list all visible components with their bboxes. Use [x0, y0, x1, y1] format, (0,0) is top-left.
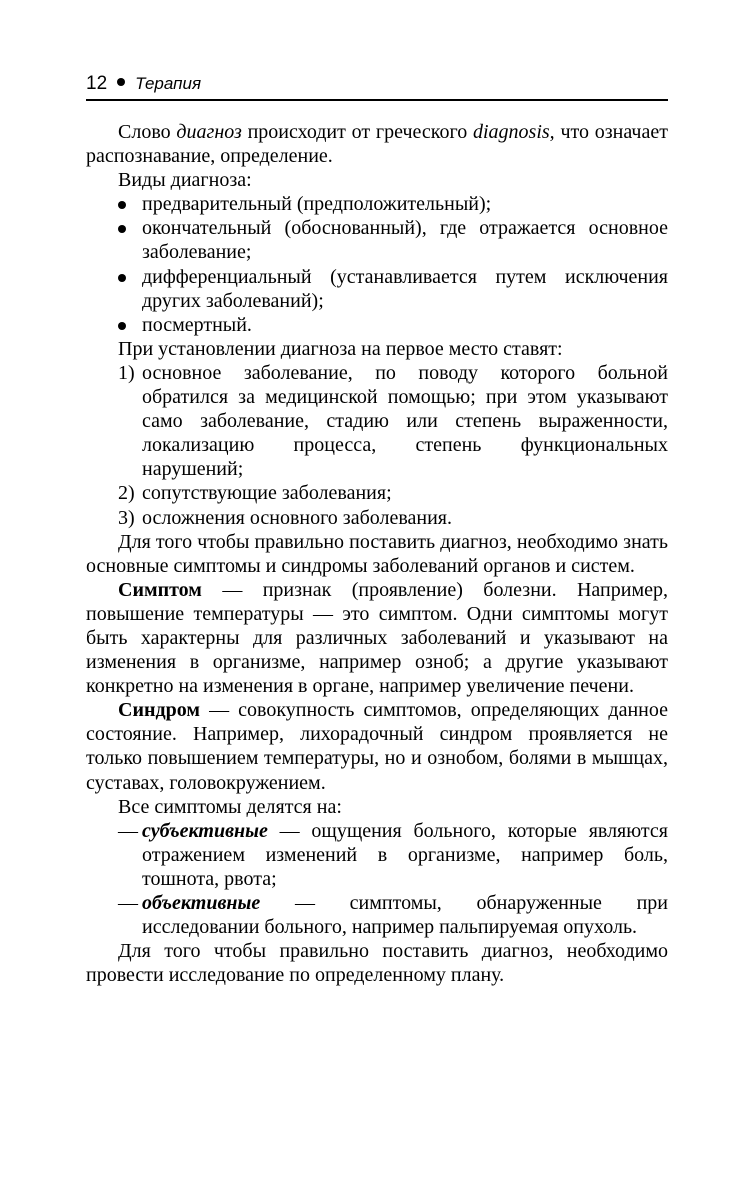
list-number: 1): [118, 361, 135, 384]
term-objective: объективные: [142, 892, 261, 914]
priority-list: [86, 361, 668, 530]
list-item-text: дифференциальный (устанавливается путем исключения других заболеваний);: [142, 265, 668, 312]
list-item-text: — симптомы, обнаруженные при исследовании больного, например пальпируемая опухоль.: [142, 892, 668, 939]
term-diagnoz: диагноз: [176, 121, 242, 143]
dash-marker: —: [118, 892, 138, 914]
list-number: 2): [118, 482, 135, 505]
list-item: [86, 481, 668, 505]
kinds-intro: Виды диагноза:: [118, 169, 252, 192]
bullet-icon: [118, 322, 126, 330]
division-intro: Все симптомы делятся на:: [118, 795, 342, 818]
list-item: [86, 216, 668, 264]
bullet-icon: [118, 274, 126, 282]
term-subjective: субъективные: [142, 819, 268, 842]
list-item: [86, 361, 668, 481]
text-run: что означает распознавание, определение.: [86, 121, 668, 168]
term-syndrome: Синдром: [118, 699, 200, 722]
paragraph-final: Для того чтобы правильно поставить диагноз, необходимо провести исследование по определенному плану.: [86, 940, 668, 987]
list-item: [86, 506, 668, 530]
term-diagnosis: diagnosis,: [472, 121, 555, 143]
list-item-text: сопутствующие заболевания;: [142, 482, 392, 505]
text-run: — признак (проявление) болезни. Например, повышение температуры — это симптом. Одни симптомы могут быть характерны для различных заболеваний и указывают на изменения в организме, например озноб; а другие указывают конкретно на изменения в органе, например увеличение печени.: [86, 578, 668, 698]
list-item-text: окончательный (обоснованный), где отражается основное заболевание;: [142, 217, 668, 264]
section-title: Терапия: [135, 74, 202, 93]
text-run: — совокупность симптомов, определяющих данное состояние. Например, лихорадочный синдром проявляется не только повышением температуры, но и ознобом, болями в мышцах, суставах, головокружением.: [86, 699, 668, 794]
list-item: [86, 891, 668, 939]
paragraph-symptom: [86, 578, 668, 698]
bullet-dot-icon: [117, 78, 125, 86]
page-number: 12: [86, 73, 108, 94]
list-item: [86, 313, 668, 337]
division-list: [86, 819, 668, 939]
list-item: [86, 265, 668, 313]
list-item-text: основное заболевание, по поводу которого больной обратился за медицинской помощью; при этом указывают само заболевание, стадию или степень выраженности, локализацию процесса, степень функциональных нарушений;: [142, 361, 668, 481]
kinds-list: [86, 192, 668, 337]
term-symptom: Симптом: [118, 578, 202, 601]
paragraph-know-symptoms: Для того чтобы правильно поставить диагноз, необходимо знать основные симптомы и синдромы заболеваний органов и систем.: [86, 530, 668, 577]
list-item-text: предварительный (предположительный);: [142, 193, 492, 216]
bullet-icon: [118, 201, 126, 209]
running-head: [86, 72, 668, 101]
priority-intro: При установлении диагноза на первое место ставят:: [118, 337, 563, 360]
text-run: происходит от греческого: [241, 121, 473, 143]
book-page: [86, 72, 668, 987]
list-item: [86, 192, 668, 216]
list-item-text: — ощущения больного, которые являются отражением изменений в организме, например боль, тошнота, рвота;: [142, 819, 668, 890]
bullet-icon: [118, 225, 126, 233]
list-item-text: посмертный.: [142, 313, 252, 336]
list-item: [86, 819, 668, 891]
paragraph-diagnosis-origin: [86, 120, 668, 168]
list-item-text: осложнения основного заболевания.: [142, 506, 452, 529]
paragraph-syndrome: [86, 698, 668, 794]
list-number: 3): [118, 506, 135, 529]
dash-marker: —: [118, 819, 138, 842]
text-run: Слово: [118, 121, 177, 143]
